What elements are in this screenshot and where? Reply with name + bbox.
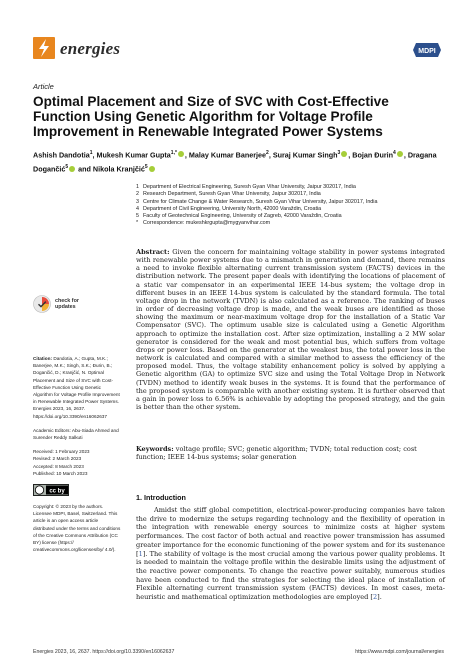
footer-journal-link[interactable]: https://www.mdpi.com/journal/energies xyxy=(355,649,444,655)
author-affiliation-marker: 5 xyxy=(65,164,69,171)
author-name: Dragana Dogančić xyxy=(33,150,437,174)
affiliation-number: * xyxy=(136,220,139,227)
intro-text: ]. The stability of voltage is the most crucial among the various power quality problems. It is needed to maintain the voltage profile within the desirable limits using the adjustment of the reactive power components. To change the reactive power suitably, numerous studies have been conducted to find the strategies for selecting the ideal place of installation of Flexible alternating current transmission system (FACTS) devices. In most cases, meta-heuristic and mathematical optimization methodologies are employed [ xyxy=(136,549,445,602)
author-affiliation-marker: 1,* xyxy=(170,150,177,156)
orcid-icon[interactable] xyxy=(69,166,75,172)
check-for-line: check for xyxy=(55,298,79,304)
mdpi-logo-icon xyxy=(412,42,442,58)
cc-badge-text: cc by xyxy=(49,488,65,495)
copyright-block: Copyright: © 2023 by the authors. Licensee MDPI, Basel, Switzerland. This article is an open access article distributed under the terms and conditions of the Creative Commons Attribution (CC BY) license (https:// creativecommons.org/licenses/by/ 4.0/). xyxy=(33,504,121,553)
introduction-paragraph xyxy=(136,506,445,602)
author-list: Ashish Dandotia$^1$, Mukesh Kumar Gupta$^{1,*}$ , Malay Kumar Banerjee$^2$, Suraj Kumar Singh$^3$ , Bojan Đurin$^4$ , Dragana Dogančić$^5$ and Nikola Kranjčić$^5$ xyxy=(33,150,437,174)
updates-line: updates xyxy=(55,304,76,311)
revised-date: Revised: 2 March 2023 xyxy=(33,456,82,462)
affiliation-number: 2 xyxy=(136,191,139,198)
accepted-date: Accepted: 8 March 2023 xyxy=(33,463,84,469)
affiliation-item xyxy=(136,213,446,220)
author-affiliation-marker: 1 xyxy=(89,150,93,156)
affiliation-item xyxy=(136,184,446,191)
abstract-label: Abstract: xyxy=(136,248,170,256)
affiliation-item xyxy=(136,191,446,198)
academic-editors: Academic Editors: Abu-Siada Ahmed and Surender Reddy Salkuti xyxy=(33,427,119,441)
orcid-icon[interactable] xyxy=(149,166,155,172)
cc-by-license-icon[interactable] xyxy=(33,484,69,496)
section-heading-introduction: 1. Introduction xyxy=(136,493,186,502)
orcid-icon[interactable] xyxy=(178,151,184,157)
check-for-updates-label[interactable] xyxy=(55,298,79,311)
keywords xyxy=(136,445,445,461)
affiliation-text: Department of Electrical Engineering, Suresh Gyan Vihar University, Jaipur 302017, India xyxy=(143,184,356,190)
dates-block xyxy=(33,448,121,477)
citation-block xyxy=(33,355,121,420)
article-type: Article xyxy=(33,82,54,91)
abstract xyxy=(136,248,445,411)
affiliation-text: Research Department, Suresh Gyan Vihar University, Jaipur 302017, India xyxy=(143,191,321,198)
affiliation-number: 5 xyxy=(136,213,139,219)
author-affiliation-marker: 4 xyxy=(393,150,396,156)
affiliation-item xyxy=(136,206,446,213)
intro-text: ]. xyxy=(377,593,382,602)
journal-name: energies xyxy=(60,39,121,58)
author-affiliation-marker: 2 xyxy=(266,150,269,156)
author-name: Bojan Đurin xyxy=(352,150,394,160)
author-name: Ashish Dandotia xyxy=(33,150,90,160)
affiliations xyxy=(136,184,446,228)
reference-link[interactable]: 1 xyxy=(138,549,143,558)
author-affiliation-marker: 5 xyxy=(144,164,148,171)
keywords-label: Keywords: xyxy=(136,445,174,453)
article-info-sidebar xyxy=(33,355,121,560)
affiliation-number: 1 xyxy=(136,184,139,190)
author-name: Mukesh Kumar Gupta xyxy=(96,150,171,160)
affiliation-item xyxy=(136,220,446,227)
citation-label: Citation: xyxy=(33,356,53,361)
affiliation-number: 3 xyxy=(136,198,139,205)
author-affiliation-marker: 3 xyxy=(337,150,341,156)
affiliation-text: Correspondence: mukeshkrgupta@mygyanvihar.com xyxy=(143,220,271,227)
publisher-logo-text: MDPI xyxy=(418,48,436,55)
received-date: Received: 1 February 2023 xyxy=(33,449,90,455)
reference-link[interactable]: 2 xyxy=(372,593,378,602)
check-for-updates-icon[interactable] xyxy=(33,295,51,313)
orcid-icon[interactable] xyxy=(341,151,347,157)
author-name: Malay Kumar Banerjee xyxy=(188,150,267,160)
affiliation-text: Centre for Climate Change & Water Research, Suresh Gyan Vihar University, Jaipur 302017, India xyxy=(143,198,378,205)
affiliation-text: Department of Civil Engineering, University North, 42000 Varaždin, Croatia xyxy=(143,205,322,212)
orcid-icon[interactable] xyxy=(397,151,403,157)
paper-title: Optimal Placement and Size of SVC with Cost-Effective Function Using Genetic Algorithm for Voltage Profile Improvement in Renewable Integrated Power Systems xyxy=(33,94,389,139)
affiliation-text: Faculty of Geotechnical Engineering, University of Zagreb, 42000 Varaždin, Croatia xyxy=(143,213,342,219)
affiliation-item xyxy=(136,199,446,206)
footer-citation: Energies 2023, 16, 2637. https://doi.org/10.3390/en16062637 xyxy=(33,649,175,655)
keywords-text: voltage profile; SVC; genetic algorithm; TVDN; total reduction cost; cost function; IEEE 14-bus systems; solar generation xyxy=(136,445,417,462)
abstract-text: Given the concern for maintaining voltage stability in power systems integrated with renewable power systems due to a mismatch in generation and demand, there remains a need to invoke flexible alternating current transmission system (FACTS) devices in the distribution network. The present paper deals with identifying the locations of placement of a static var compensator in an experimental IEEE 14-bus system; the voltage drop in different buses in an IEEE 14-bus system is calculated by the standard formula. The total voltage drop in the network (TVDN) is also calculated as a reference. The ranking of buses in order of decreasing voltage drop is made, and the weak buses are identified as those showing the maximum or near-maximum voltage drop for the installation of a Static Var Compensator (SVC). The optimum usable size is calculated using a Genetic Algorithm approach to optimize the installation cost. After size optimization, installing a 2 MW solar generator is considered for the weak and most potential bus, which suffers from voltage drops or power loss. Based on the generator at the weakest bus, the total power loss in the network is calculated and compared with a similar method to assess the efficiency of the proposed model. Thus, the voltage stability enhancement policy is solved by applying a Genetic algorithm (GA) to optimize SVC size and using the Total Voltage Drop in Network (TVDN) method to identify weak buses in the systems. It is found that the performance of the proposed system is comparable with another existing system. It is further observed that a gain in power loss to 6.56% is achievable by adopting the proposed strategy, and the gain is better than the other system. xyxy=(136,248,445,411)
journal-logo-icon xyxy=(33,37,55,59)
affiliation-number: 4 xyxy=(136,205,139,212)
author-name: Suraj Kumar Singh xyxy=(272,150,338,160)
author-name: and Nikola Kranjčić xyxy=(78,164,145,174)
citation-text: Dandotia, A.; Gupta, M.K.; Banerjee, M.K.; Singh, S.K.; Đurin, B.; Dogančić, D.; Kranjčić, N. Optimal Placement and Size of SVC with Cost-Effective Function Using Genetic Algorithm for Voltage Profile Improvement in Renewable Integrated Power Systems. Energies 2023, 16, 2637. https://doi.org/10.3390/en16062637 xyxy=(33,356,120,419)
published-date: Published: 10 March 2023 xyxy=(33,470,88,476)
intro-text: Amidst the stiff global competition, electrical-power-producing companies have taken the drive to modernize the setups regarding technology and the flexibility of operation in the integration with renewable energy sources to minimize costs at higher system performances. The cost factor of both actual and reactive power transmission has assumed greater importance for the economic functioning of the power system and for its sustenance [ xyxy=(136,506,445,558)
